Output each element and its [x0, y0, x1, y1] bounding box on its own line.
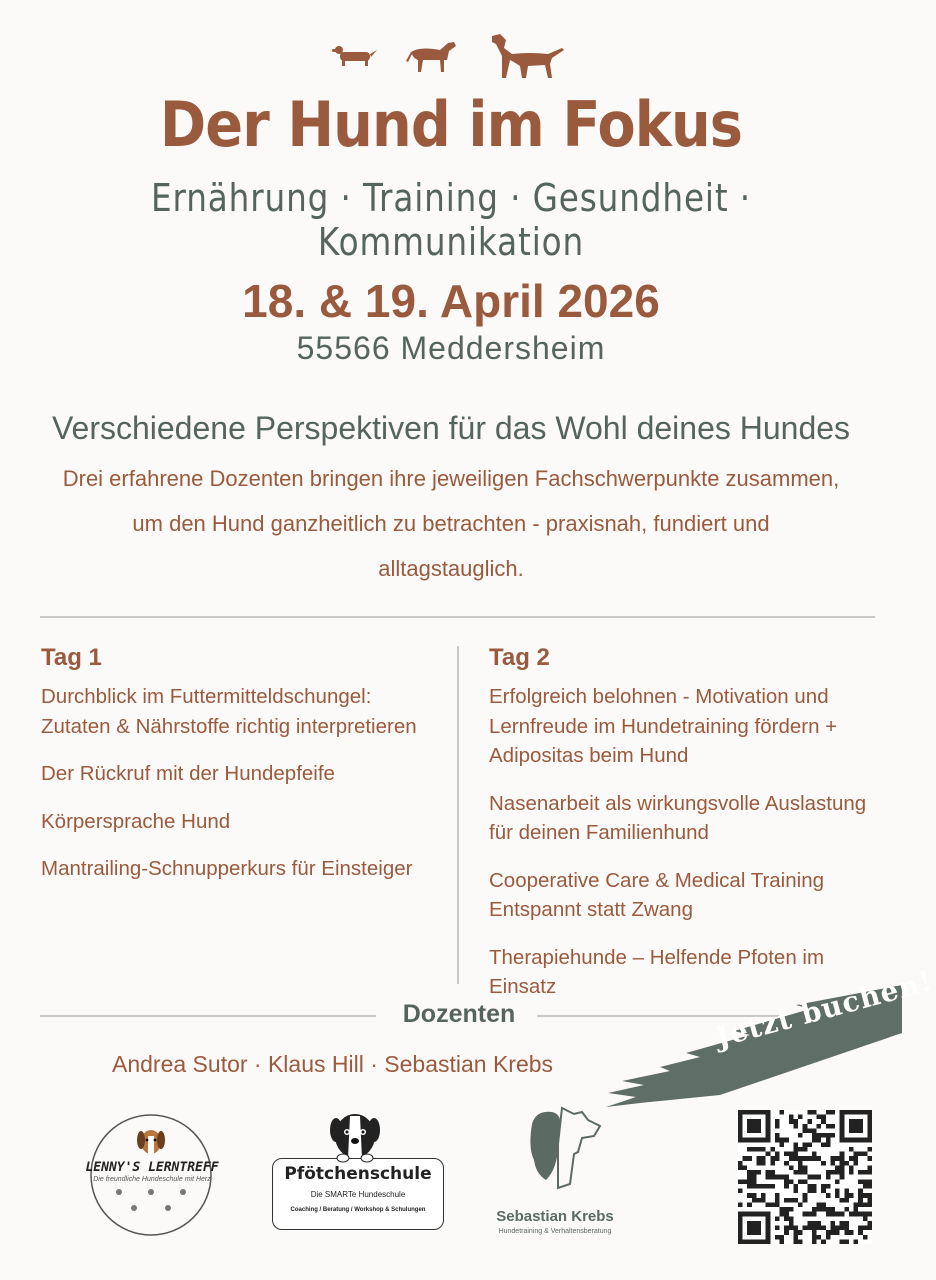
- dog-silhouettes: [330, 30, 570, 86]
- lenny-logo-tagline: Die freundliche Hundeschule mit Herz: [93, 1176, 211, 1183]
- krebs-logo-tagline: Hundetraining & Verhaltensberatung: [498, 1228, 612, 1235]
- page-subtitle: Ernährung · Training · Gesundheit · Kommunikation: [150, 176, 752, 264]
- event-location: 55566 Meddersheim: [296, 330, 606, 366]
- intro-headline: Verschiedene Perspektiven für das Wohl deines Hundes: [51, 410, 851, 446]
- pfoetchen-logo-tagline: Die SMARTe Hundeschule: [310, 1190, 406, 1199]
- day-2-topic: Nasenarbeit als wirkungsvolle Auslastung für deinen Familienhund: [489, 791, 867, 844]
- dog-face-icon: [326, 1108, 384, 1162]
- dog-face-icon: [137, 1130, 165, 1154]
- day-2-topic: Therapiehunde – Helfende Pfoten im Einsatz: [489, 945, 825, 998]
- day-2-topic: Erfolgreich belohnen - Motivation und Lernfreude im Hundetraining fördern + Adipositas beim Hund: [489, 685, 838, 767]
- column-divider: [457, 646, 459, 984]
- day-2-column: [489, 644, 879, 1020]
- day-1-topic: Der Rückruf mit der Hundepfeife: [41, 762, 335, 785]
- pfoetchen-logo-services: Coaching / Beratung / Workshop & Schulungen: [290, 1207, 426, 1213]
- day-2-topic: Cooperative Care & Medical Training Entspannt statt Zwang: [489, 868, 824, 921]
- qr-code-icon[interactable]: [738, 1110, 872, 1244]
- event-date: 18. & 19. April 2026: [242, 275, 660, 327]
- day-1-topic: Mantrailing-Schnupperkurs für Einsteiger: [41, 857, 413, 880]
- day-1-topic: Körpersprache Hund: [41, 809, 231, 833]
- pointer-dog-icon: [492, 34, 564, 78]
- book-now-button[interactable]: Jetzt buchen!: [712, 964, 936, 1054]
- lennys-lerntreff-logo: [86, 1110, 216, 1240]
- dog-icon: [406, 42, 456, 72]
- day-2-heading: Tag 2: [489, 644, 550, 671]
- intro-text: Drei erfahrene Dozenten bringen ihre jeweiligen Fachschwerpunkte zusammen, um den Hund ganzheitlich zu betrachten - praxisnah, fundiert und alltagstauglich.: [62, 466, 840, 581]
- pfoetchen-logo-title: Pfötchenschule: [284, 1164, 432, 1184]
- section-divider: [40, 616, 875, 618]
- day-1-topic: Durchblick im Futtermitteldschungel: Zutaten & Nährstoffe richtig interpretieren: [41, 685, 417, 738]
- man-with-dog-icon: [522, 1104, 602, 1190]
- dozenten-heading: Dozenten: [402, 1000, 516, 1028]
- lenny-logo-title: LENNY'S LERNTREFF: [85, 1160, 219, 1175]
- paw-icon: [116, 1189, 186, 1211]
- krebs-logo-name: Sebastian Krebs: [496, 1208, 614, 1225]
- day-1-column: [41, 644, 431, 902]
- page-title: Der Hund im Fokus: [159, 88, 743, 161]
- dozenten-names: Andrea Sutor · Klaus Hill · Sebastian Krebs: [112, 1051, 554, 1077]
- dachshund-icon: [332, 46, 377, 66]
- day-1-heading: Tag 1: [41, 644, 102, 671]
- dozenten-divider-left: [40, 1015, 376, 1017]
